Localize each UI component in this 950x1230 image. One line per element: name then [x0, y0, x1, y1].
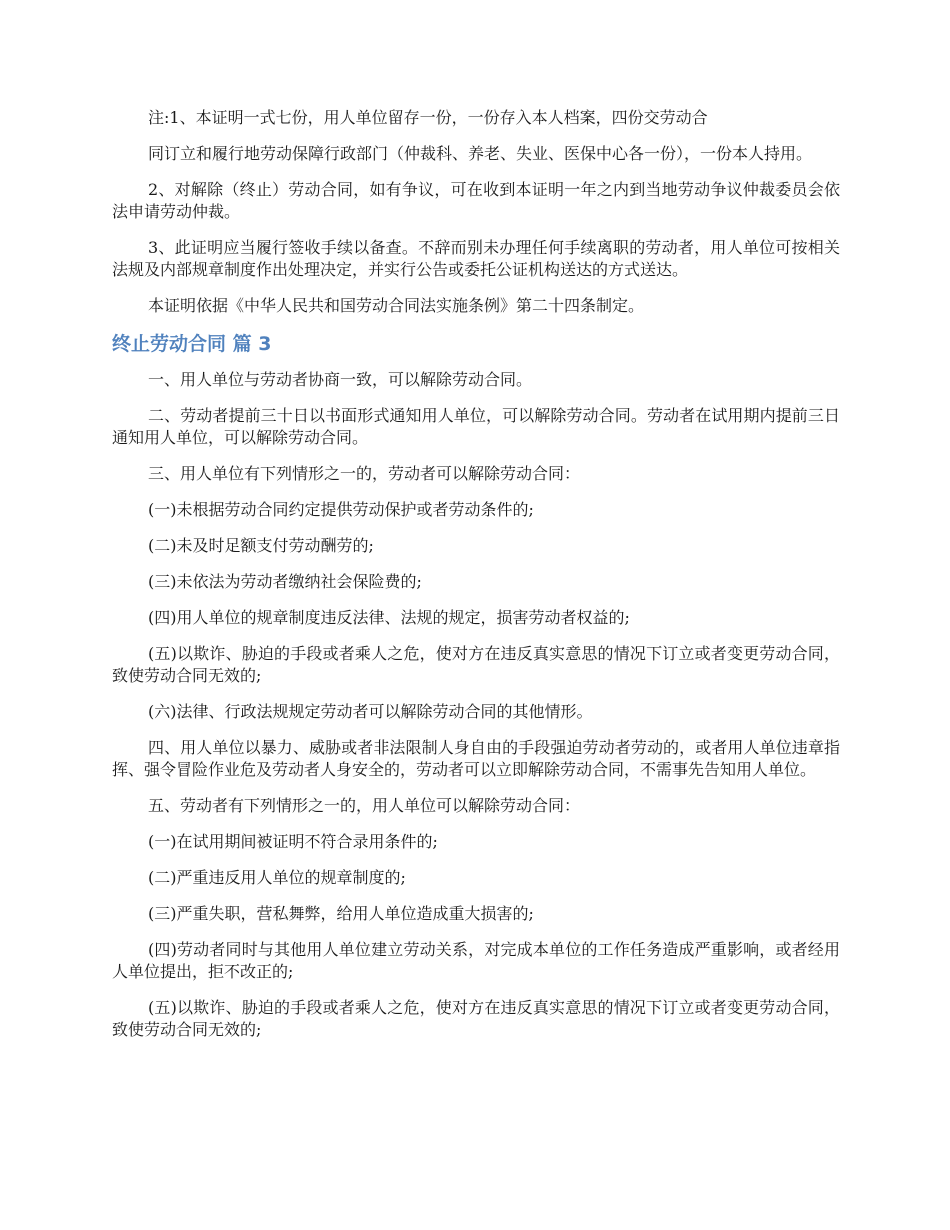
clause-paragraph: 五、劳动者有下列情形之一的，用人单位可以解除劳动合同：	[148, 796, 581, 815]
clause-paragraph: 三、用人单位有下列情形之一的，劳动者可以解除劳动合同：	[148, 464, 581, 483]
note-paragraph-3: 2、对解除（终止）劳动合同，如有争议，可在收到本证明一年之内到当地劳动争议仲裁委员会依法申请劳动仲裁。	[112, 180, 840, 221]
section-heading	[112, 331, 840, 357]
section-heading-text: 终止劳动合同	[112, 333, 227, 355]
clause-paragraph: 二、劳动者提前三十日以书面形式通知用人单位，可以解除劳动合同。劳动者在试用期内提前三日通知用人单位，可以解除劳动合同。	[112, 406, 840, 447]
list-item: (三)未依法为劳动者缴纳社会保险费的;	[148, 572, 422, 591]
note-paragraph-2: 同订立和履行地劳动保障行政部门（仲裁科、养老、失业、医保中心各一份），一份本人持用。	[148, 144, 813, 163]
list-item: (四)劳动者同时与其他用人单位建立劳动关系，对完成本单位的工作任务造成严重影响，或者经用人单位提出，拒不改正的;	[112, 940, 840, 981]
clause-paragraph: 一、用人单位与劳动者协商一致，可以解除劳动合同。	[148, 370, 533, 389]
document-page	[112, 107, 840, 1053]
list-item: (三)严重失职，营私舞弊，给用人单位造成重大损害的;	[148, 904, 534, 923]
list-item: (二)严重违反用人单位的规章制度的;	[148, 868, 406, 887]
list-item: (六)法律、行政法规规定劳动者可以解除劳动合同的其他情形。	[148, 702, 593, 721]
clause-paragraph: 四、用人单位以暴力、威胁或者非法限制人身自由的手段强迫劳动者劳动的，或者用人单位违章指挥、强令冒险作业危及劳动者人身安全的，劳动者可以立即解除劳动合同，不需事先告知用人单位。	[112, 738, 840, 779]
note-paragraph-5: 本证明依据《中华人民共和国劳动合同法实施条例》第二十四条制定。	[148, 296, 645, 315]
note-paragraph-4: 3、此证明应当履行签收手续以备查。不辞而别未办理任何手续离职的劳动者，用人单位可按相关法规及内部规章制度作出处理决定，并实行公告或委托公证机构送达的方式送达。	[112, 238, 840, 279]
list-item: (四)用人单位的规章制度违反法律、法规的规定，损害劳动者权益的;	[148, 608, 630, 627]
list-item: (五)以欺诈、胁迫的手段或者乘人之危，使对方在违反真实意思的情况下订立或者变更劳动合同，致使劳动合同无效的;	[112, 644, 840, 685]
list-item: (一)未根据劳动合同约定提供劳动保护或者劳动条件的;	[148, 500, 534, 519]
list-item: (五)以欺诈、胁迫的手段或者乘人之危，使对方在违反真实意思的情况下订立或者变更劳动合同，致使劳动合同无效的;	[112, 998, 840, 1039]
list-item: (一)在试用期间被证明不符合录用条件的;	[148, 832, 438, 851]
list-item: (二)未及时足额支付劳动酬劳的;	[148, 536, 374, 555]
section-heading-number: 篇 3	[232, 333, 272, 355]
note-paragraph-1: 注:1、本证明一式七份，用人单位留存一份，一份存入本人档案，四份交劳动合	[148, 108, 708, 127]
